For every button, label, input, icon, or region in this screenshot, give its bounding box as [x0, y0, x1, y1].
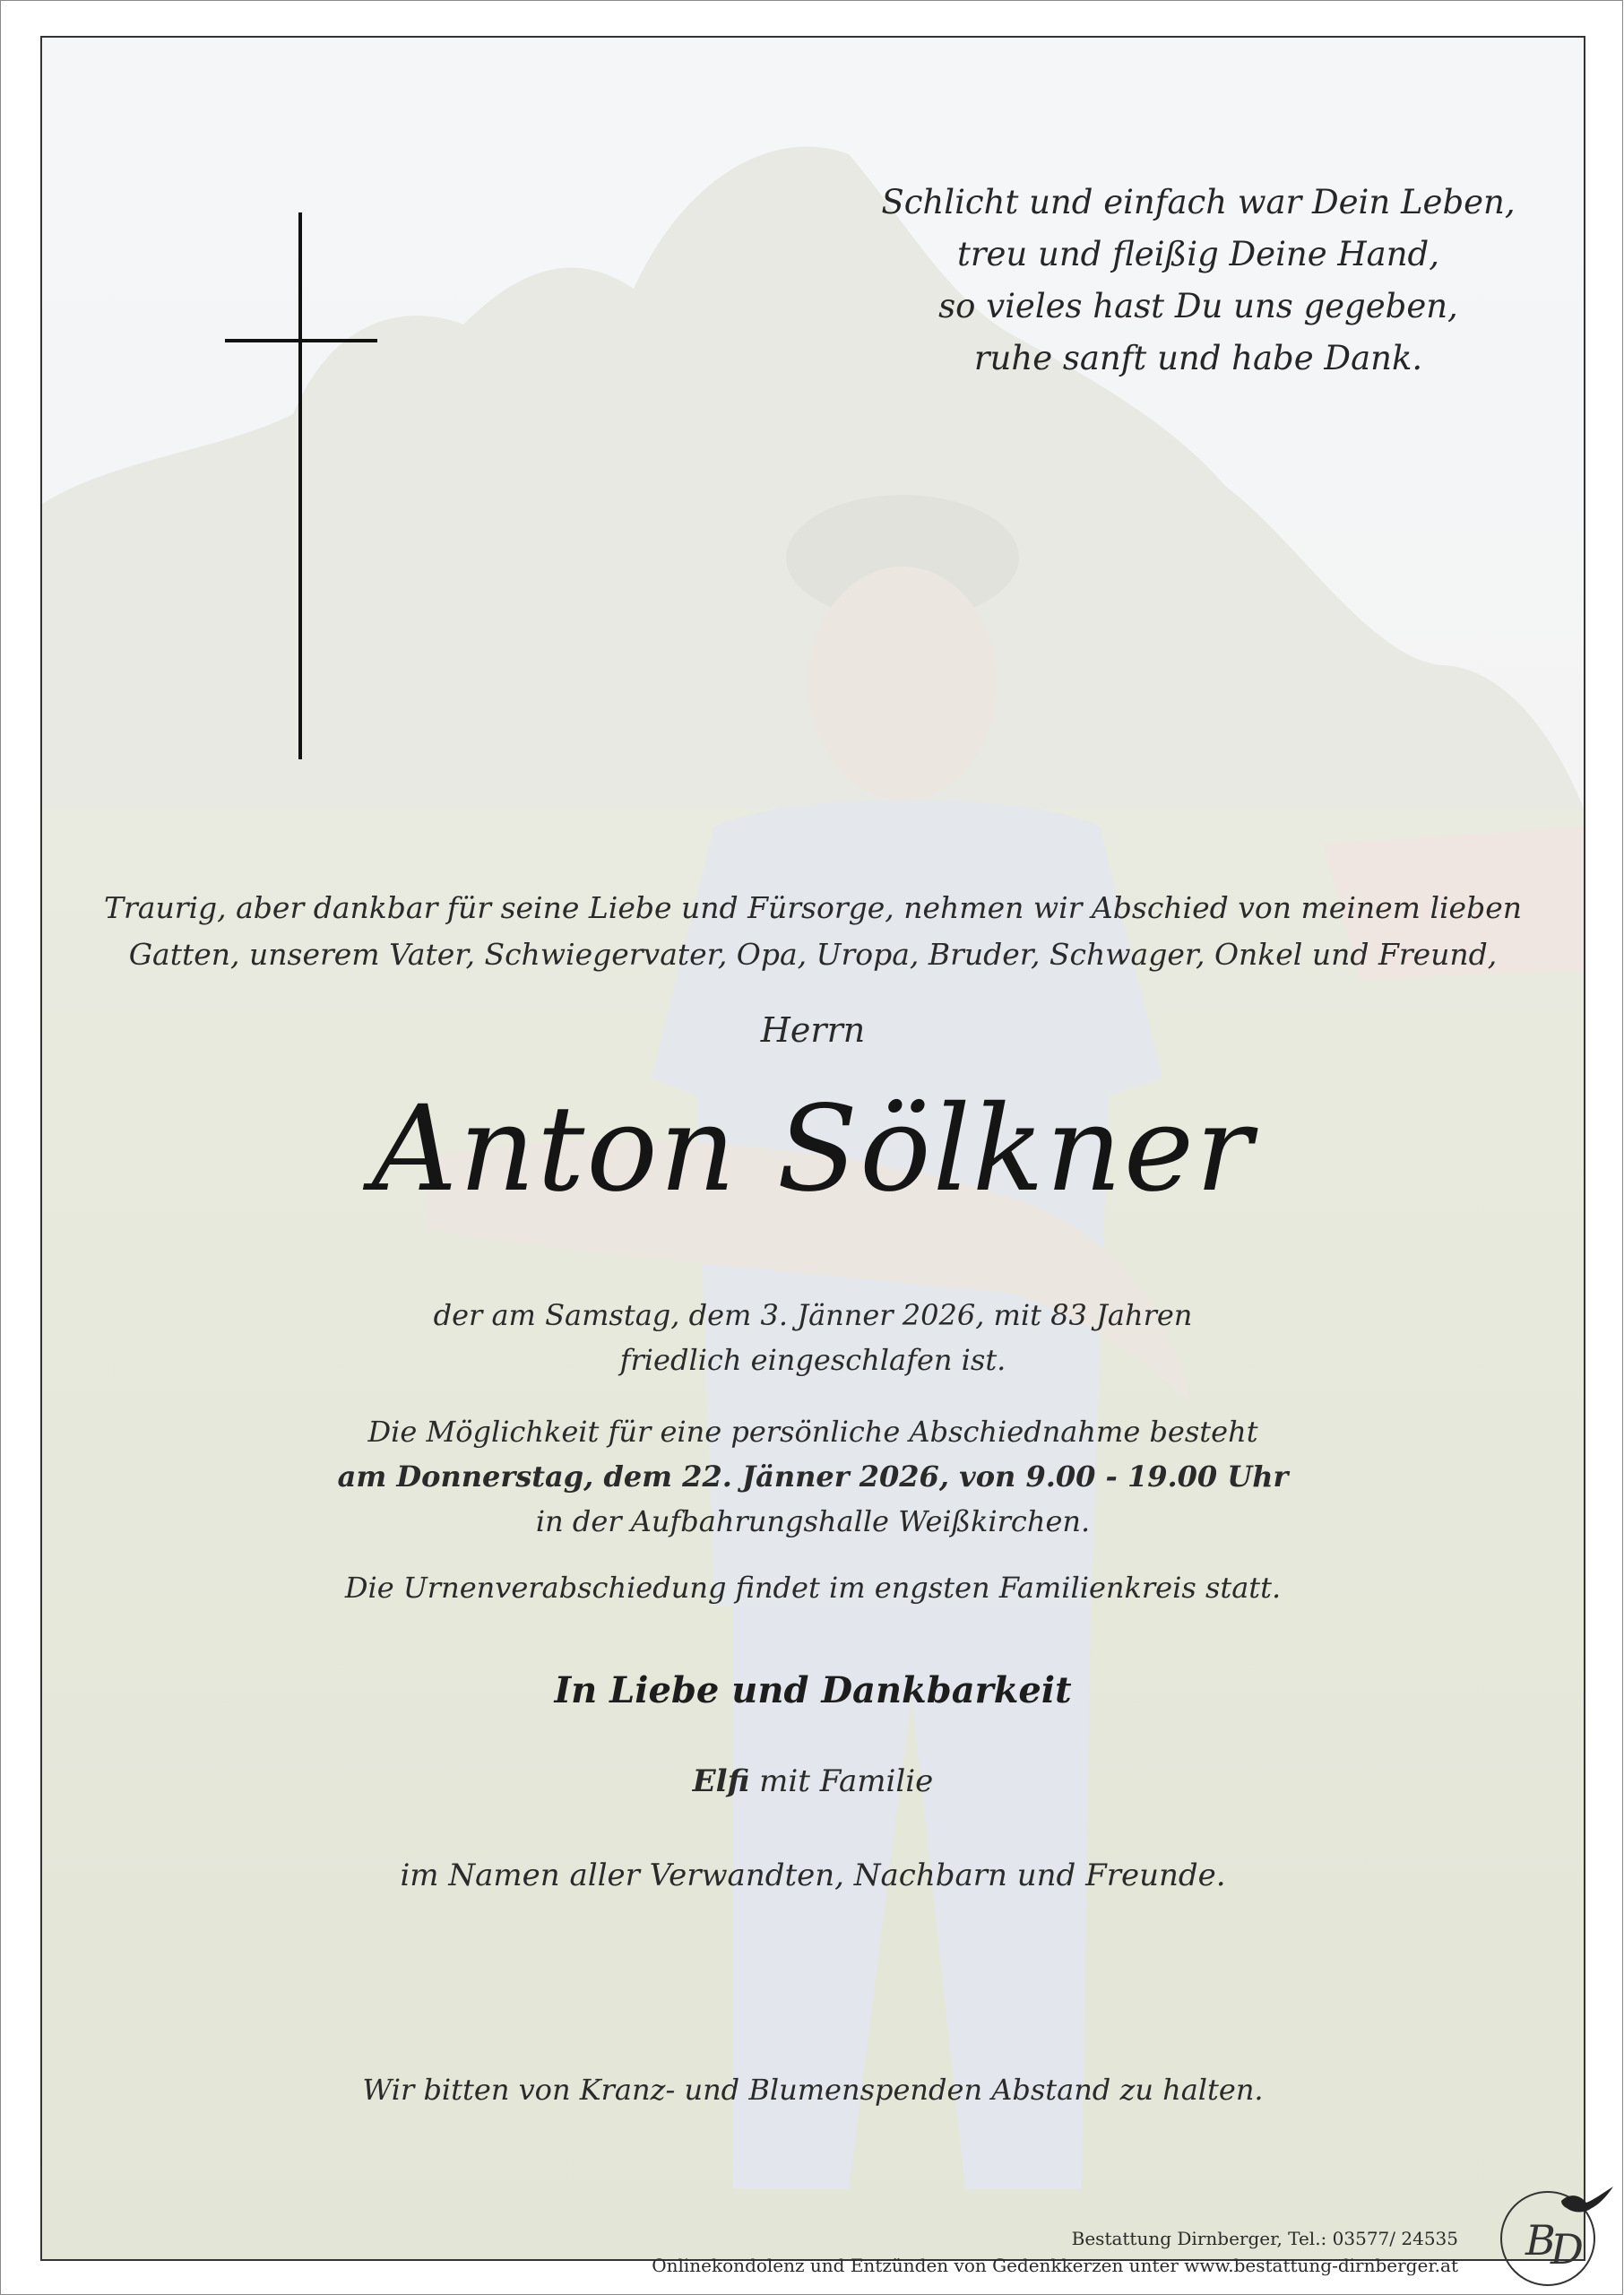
intro-line: Traurig, aber dankbar für seine Liebe und Fürsorge, nehmen wir Abschied von meinem lieben [103, 890, 1522, 925]
funeral-home-footer [652, 2225, 1458, 2279]
relatives-line: im Namen aller Verwandten, Nachbarn und Freunde. [400, 1858, 1226, 1893]
intro-line: Gatten, unserem Vater, Schwiegervater, Opa, Uropa, Bruder, Schwager, Onkel und Freund, [128, 937, 1498, 972]
death-notice [42, 1293, 1584, 1382]
viewing-info [42, 1409, 1584, 1544]
poem [831, 177, 1566, 385]
cross-vertical-bar [298, 212, 302, 759]
family-rest: mit Familie [749, 1763, 934, 1799]
obituary-card [40, 36, 1585, 2276]
dove-icon [1561, 2187, 1613, 2213]
poem-line: treu und fleißig Deine Hand, [956, 235, 1440, 273]
love-heading: In Liebe und Dankbarkeit [554, 1669, 1072, 1711]
intro-text [42, 885, 1584, 978]
cross-horizontal-bar [225, 339, 377, 342]
poem-line: so vieles hast Du uns gegeben, [938, 287, 1458, 325]
logo-letter-b: B [1525, 2216, 1556, 2265]
urn-farewell-note: Die Urnenverabschiedung findet im engsten Familienkreis statt. [344, 1571, 1282, 1605]
family-signature [42, 1763, 1584, 1799]
poem-line: Schlicht und einfach war Dein Leben, [881, 183, 1516, 221]
funeral-home-logo [1499, 2176, 1624, 2283]
logo-letter-d: D [1551, 2225, 1584, 2273]
footer-contact: Bestattung Dirnberger, Tel.: 03577/ 24535 [1071, 2228, 1458, 2249]
poem-line: ruhe sanft und habe Dank. [973, 339, 1423, 377]
deceased-name: Anton Sölkner [371, 1080, 1255, 1218]
death-line: der am Samstag, dem 3. Jänner 2026, mit 83 Jahren [433, 1298, 1193, 1332]
salutation: Herrn [760, 1010, 866, 1050]
viewing-location: in der Aufbahrungshalle Weißkirchen. [535, 1504, 1091, 1538]
footer-website: Onlinekondolenz und Entzünden von Gedenkkerzen unter www.bestattung-dirnberger.at [652, 2255, 1458, 2276]
death-line: friedlich eingeschlafen ist. [619, 1343, 1006, 1377]
viewing-line: Die Möglichkeit für eine persönliche Abschiednahme besteht [367, 1415, 1258, 1449]
flowers-request: Wir bitten von Kranz- und Blumenspenden Abstand zu halten. [362, 2073, 1264, 2107]
family-name: Elfi [692, 1763, 750, 1799]
viewing-date: am Donnerstag, dem 22. Jänner 2026, von 9.00 - 19.00 Uhr [337, 1459, 1289, 1494]
